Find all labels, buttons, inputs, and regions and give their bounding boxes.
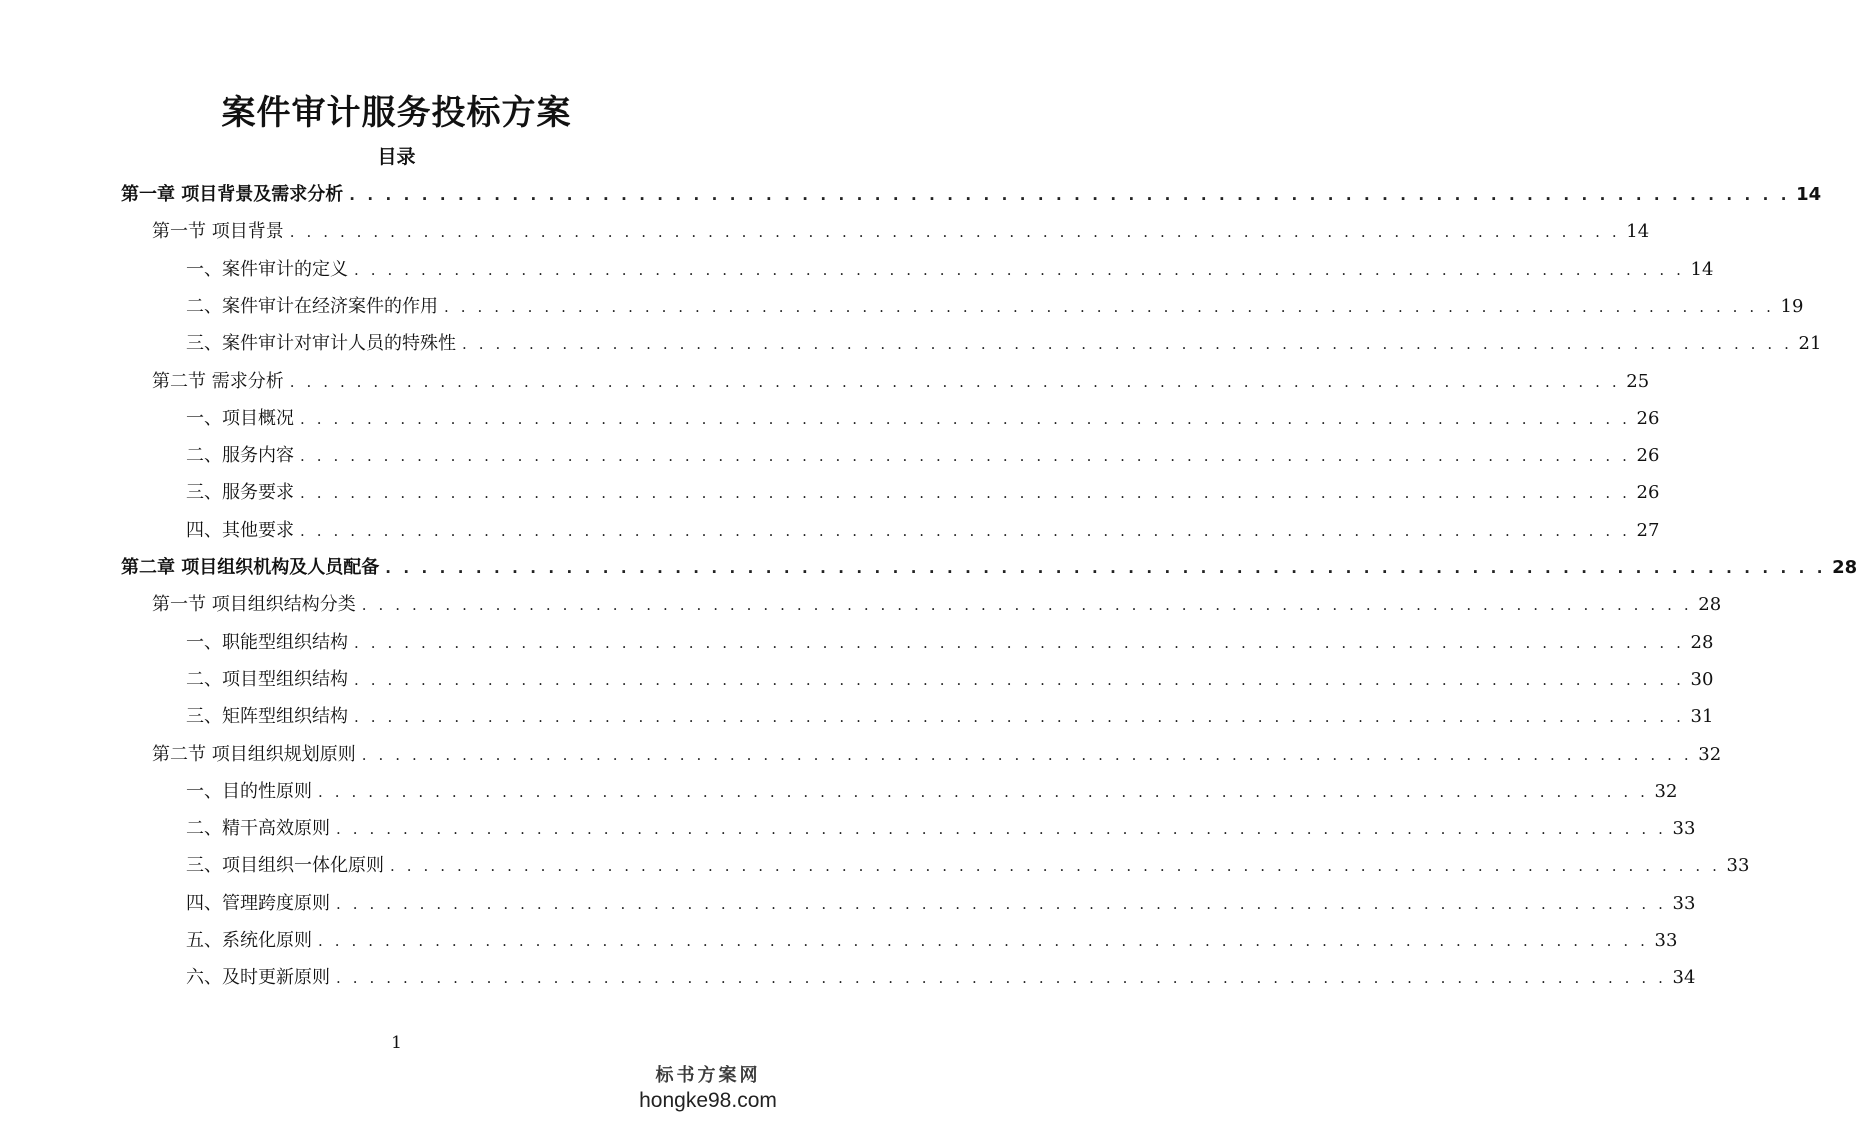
toc-subsection-entry[interactable] [186, 959, 1696, 996]
toc-dot-leader: . . . . . . . . . . . . . . . . . . . . . . . . . . . . . . . . . . . . . . . . . . . . . . . . . . . . . . . . . . . . . . . . . . . . . . . . . . . . . . . . [354, 670, 1685, 689]
toc-dot-leader: . . . . . . . . . . . . . . . . . . . . . . . . . . . . . . . . . . . . . . . . . . . . . . . . . . . . . . . . . . . . . . . . . . . . . . . . . . . . . . . . [462, 335, 1793, 354]
toc-entry-page: 26 [1636, 407, 1660, 429]
toc-subsection-entry[interactable] [186, 512, 1660, 549]
toc-dot-leader: . . . . . . . . . . . . . . . . . . . . . . . . . . . . . . . . . . . . . . . . . . . . . . . . . . . . . . . . . . . . . . . . . . . . . . . . . . . . . . . . [289, 223, 1621, 242]
toc-entry-label: 四、其他要求 [186, 519, 294, 541]
toc-entry-label: 二、案件审计在经济案件的作用 [186, 295, 438, 317]
toc-subsection-entry[interactable] [186, 474, 1660, 511]
toc-entry-page: 33 [1654, 930, 1678, 951]
toc-dot-leader: . . . . . . . . . . . . . . . . . . . . . . . . . . . . . . . . . . . . . . . . . . . . . . . . . . . . . . . . . . . . . . . . . . . . . . . . . . . . . . . . [361, 745, 1693, 764]
toc-entry-label: 一、职能型组织结构 [186, 631, 348, 653]
toc-dot-leader: . . . . . . . . . . . . . . . . . . . . . . . . . . . . . . . . . . . . . . . . . . . . . . . . . . . . . . . . . . . . . . . . . . . . . . . . . . . . . . . . [336, 894, 1667, 913]
toc-dot-leader: . . . . . . . . . . . . . . . . . . . . . . . . . . . . . . . . . . . . . . . . . . . . . . . . . . . . . . . . . . . . . . . . . . . . . . . . . . . . . . . . [354, 708, 1685, 727]
toc-entry-label: 五、系统化原则 [186, 930, 312, 951]
toc-dot-leader: . . . . . . . . . . . . . . . . . . . . . . . . . . . . . . . . . . . . . . . . . . . . . . . . . . . . . . . . . . . . . . . . . . . . . . . . . . . . . . . . [354, 633, 1685, 652]
toc-entry-page: 31 [1690, 706, 1714, 728]
toc-dot-leader: . . . . . . . . . . . . . . . . . . . . . . . . . . . . . . . . . . . . . . . . . . . . . . . . . . . . . . . . . . . . . . . . . . . . . . . . . . . . . . . . [385, 559, 1827, 577]
toc-subsection-entry[interactable] [186, 400, 1660, 437]
toc-entry-label: 三、案件审计对审计人员的特殊性 [186, 333, 456, 355]
toc-dot-leader: . . . . . . . . . . . . . . . . . . . . . . . . . . . . . . . . . . . . . . . . . . . . . . . . . . . . . . . . . . . . . . . . . . . . . . . . . . . . . . . . [318, 932, 1649, 950]
toc-entry-page: 33 [1672, 892, 1696, 914]
watermark-logo [633, 1064, 783, 1114]
toc-subsection-entry[interactable] [186, 624, 1714, 661]
toc-dot-leader: . . . . . . . . . . . . . . . . . . . . . . . . . . . . . . . . . . . . . . . . . . . . . . . . . . . . . . . . . . . . . . . . . . . . . . . . . . . . . . . . [300, 484, 1631, 503]
toc-entry-page: 33 [1672, 818, 1696, 840]
toc-entry-page: 28 [1698, 594, 1722, 616]
toc-subsection-entry[interactable] [186, 437, 1660, 474]
toc-entry-page: 30 [1690, 668, 1714, 690]
toc-entry-label: 三、矩阵型组织结构 [186, 706, 348, 728]
toc-subsection-entry[interactable] [186, 698, 1714, 735]
toc-entry-page: 34 [1672, 967, 1696, 989]
toc-subsection-entry[interactable] [186, 847, 1750, 884]
toc-section-entry[interactable] [152, 363, 1650, 400]
toc-entry-label: 第二章 项目组织机构及人员配备 [121, 557, 380, 578]
toc-entry-page: 32 [1654, 780, 1678, 802]
toc-entry-label: 第一节 项目背景 [152, 221, 284, 243]
toc-dot-leader: . . . . . . . . . . . . . . . . . . . . . . . . . . . . . . . . . . . . . . . . . . . . . . . . . . . . . . . . . . . . . . . . . . . . . . . . . . . . . . . . [300, 409, 1631, 428]
toc-entry-page: 21 [1798, 333, 1822, 355]
toc-entry-label: 六、及时更新原则 [186, 967, 330, 989]
toc-entry-label: 第一章 项目背景及需求分析 [121, 184, 344, 205]
toc-dot-leader: . . . . . . . . . . . . . . . . . . . . . . . . . . . . . . . . . . . . . . . . . . . . . . . . . . . . . . . . . . . . . . . . . . . . . . . . . . . . . . . . [361, 596, 1693, 615]
toc-subsection-entry[interactable] [186, 773, 1678, 810]
toc-entry-label: 二、项目型组织结构 [186, 668, 348, 690]
toc-dot-leader: . . . . . . . . . . . . . . . . . . . . . . . . . . . . . . . . . . . . . . . . . . . . . . . . . . . . . . . . . . . . . . . . . . . . . . . . . . . . . . . . [289, 372, 1621, 391]
toc-entry-label: 第二节 需求分析 [152, 370, 284, 392]
toc-entry-page: 28 [1832, 557, 1857, 578]
toc-entry-page: 25 [1626, 370, 1650, 392]
toc-entry-page: 26 [1636, 482, 1660, 504]
toc-subsection-entry[interactable] [186, 325, 1822, 362]
toc-chapter-entry[interactable] [121, 549, 1857, 586]
page-number: 1 [391, 1033, 402, 1053]
toc-entry-label: 三、项目组织一体化原则 [186, 855, 384, 877]
document-title: 案件审计服务投标方案 [221, 93, 572, 133]
toc-entry-page: 27 [1636, 519, 1660, 541]
toc-entry-label: 二、精干高效原则 [186, 818, 330, 840]
toc-dot-leader: . . . . . . . . . . . . . . . . . . . . . . . . . . . . . . . . . . . . . . . . . . . . . . . . . . . . . . . . . . . . . . . . . . . . . . . . . . . . . . . . [349, 186, 1791, 204]
toc-dot-leader: . . . . . . . . . . . . . . . . . . . . . . . . . . . . . . . . . . . . . . . . . . . . . . . . . . . . . . . . . . . . . . . . . . . . . . . . . . . . . . . . [318, 782, 1649, 801]
toc-subsection-entry[interactable] [186, 661, 1714, 698]
toc-dot-leader: . . . . . . . . . . . . . . . . . . . . . . . . . . . . . . . . . . . . . . . . . . . . . . . . . . . . . . . . . . . . . . . . . . . . . . . . . . . . . . . . [336, 820, 1667, 839]
toc-subsection-entry[interactable] [186, 810, 1696, 847]
toc-entry-label: 一、项目概况 [186, 407, 294, 429]
toc-entry-page: 32 [1698, 743, 1722, 765]
toc-dot-leader: . . . . . . . . . . . . . . . . . . . . . . . . . . . . . . . . . . . . . . . . . . . . . . . . . . . . . . . . . . . . . . . . . . . . . . . . . . . . . . . . [390, 857, 1721, 876]
toc-entry-label: 第一节 项目组织结构分类 [152, 594, 356, 616]
toc-subsection-entry[interactable] [186, 288, 1804, 325]
toc-chapter-entry[interactable] [121, 176, 1822, 213]
toc-entry-label: 一、案件审计的定义 [186, 258, 348, 280]
toc-section-entry[interactable] [152, 586, 1722, 623]
toc-entry-label: 一、目的性原则 [186, 780, 312, 802]
toc-subsection-entry[interactable] [186, 251, 1714, 288]
toc-entry-label: 四、管理跨度原则 [186, 892, 330, 914]
toc-dot-leader: . . . . . . . . . . . . . . . . . . . . . . . . . . . . . . . . . . . . . . . . . . . . . . . . . . . . . . . . . . . . . . . . . . . . . . . . . . . . . . . . [354, 260, 1685, 279]
toc-entry-page: 14 [1796, 184, 1822, 205]
toc-entry-page: 14 [1626, 221, 1650, 243]
toc-section-entry[interactable] [152, 213, 1650, 250]
toc-entry-page: 19 [1780, 295, 1804, 317]
toc-entry-label: 第二节 项目组织规划原则 [152, 743, 356, 765]
toc-entry-page: 28 [1690, 631, 1714, 653]
toc-subsection-entry[interactable] [186, 922, 1678, 959]
watermark-url: hongke98.com [639, 1089, 777, 1112]
toc-entry-label: 二、服务内容 [186, 445, 294, 467]
toc-dot-leader: . . . . . . . . . . . . . . . . . . . . . . . . . . . . . . . . . . . . . . . . . . . . . . . . . . . . . . . . . . . . . . . . . . . . . . . . . . . . . . . . [300, 521, 1631, 540]
toc-subsection-entry[interactable] [186, 885, 1696, 922]
toc-dot-leader: . . . . . . . . . . . . . . . . . . . . . . . . . . . . . . . . . . . . . . . . . . . . . . . . . . . . . . . . . . . . . . . . . . . . . . . . . . . . . . . . [444, 297, 1775, 316]
toc-entry-page: 14 [1690, 258, 1714, 280]
toc-dot-leader: . . . . . . . . . . . . . . . . . . . . . . . . . . . . . . . . . . . . . . . . . . . . . . . . . . . . . . . . . . . . . . . . . . . . . . . . . . . . . . . . [336, 969, 1667, 988]
watermark-site-name: 标书方案网 [655, 1065, 761, 1086]
toc-entry-page: 26 [1636, 445, 1660, 467]
toc-dot-leader: . . . . . . . . . . . . . . . . . . . . . . . . . . . . . . . . . . . . . . . . . . . . . . . . . . . . . . . . . . . . . . . . . . . . . . . . . . . . . . . . [300, 447, 1631, 466]
toc-section-entry[interactable] [152, 736, 1722, 773]
toc-entry-page: 33 [1726, 855, 1750, 877]
toc-heading: 目录 [377, 146, 416, 168]
toc-entry-label: 三、服务要求 [186, 482, 294, 504]
